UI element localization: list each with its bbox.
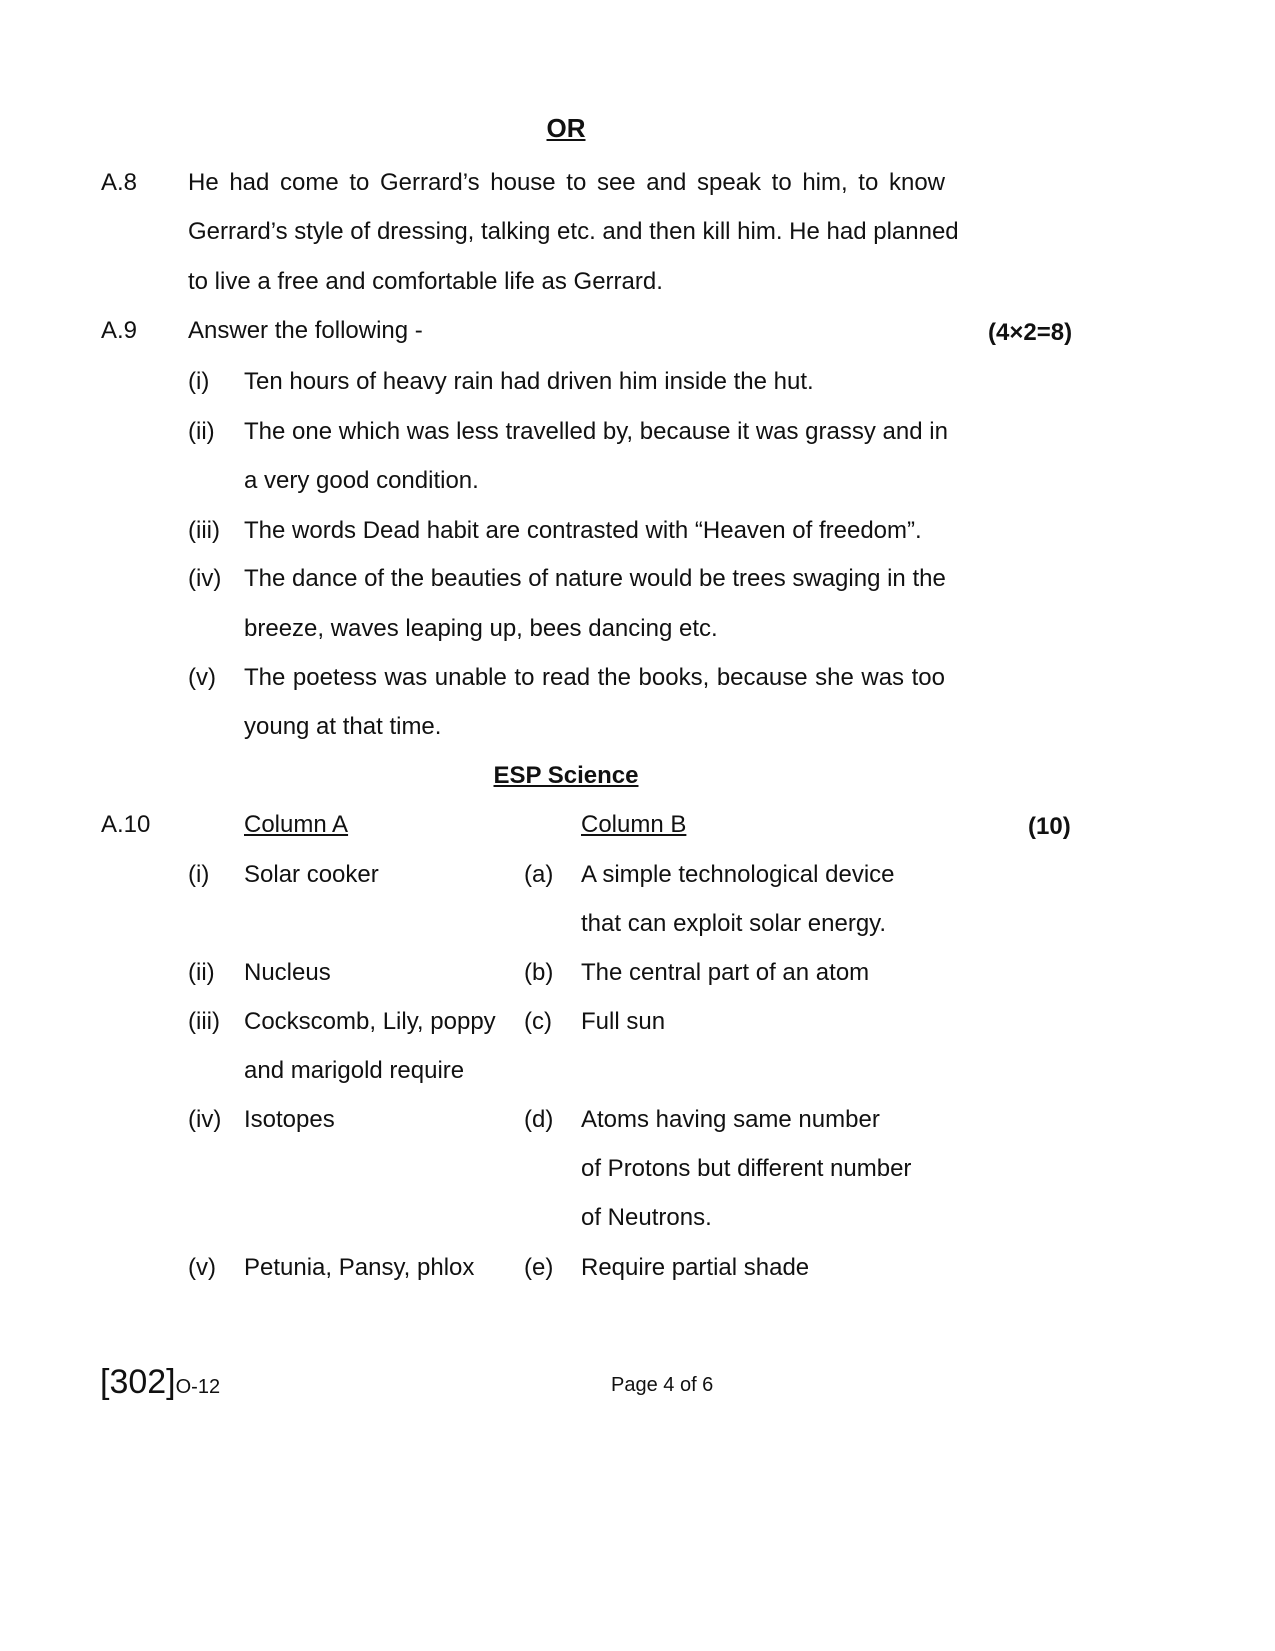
column-b-item: of Neutrons. bbox=[581, 1204, 712, 1231]
column-a-item: Cockscomb, Lily, poppy bbox=[244, 1008, 496, 1035]
column-a-item: Solar cooker bbox=[244, 861, 379, 888]
a9-prompt: Answer the following - bbox=[188, 317, 423, 344]
column-a-item: Petunia, Pansy, phlox bbox=[244, 1254, 475, 1281]
page-number: Page 4 of 6 bbox=[611, 1374, 714, 1396]
a9-item-num: (iii) bbox=[188, 517, 220, 544]
column-b-item: A simple technological device bbox=[581, 861, 895, 888]
column-b-item: of Protons but different number bbox=[581, 1155, 912, 1182]
column-a-item: and marigold require bbox=[244, 1057, 465, 1084]
or-heading: OR bbox=[546, 113, 586, 143]
column-b-item: Require partial shade bbox=[581, 1254, 810, 1281]
a8-line-1: He had come to Gerrard’s house to see and speak to him, to know bbox=[188, 169, 945, 196]
footer-code bbox=[100, 1362, 220, 1402]
match-row-num: (iv) bbox=[188, 1106, 222, 1133]
a10-marks: (10) bbox=[1028, 813, 1071, 840]
column-b-letter: (c) bbox=[524, 1008, 552, 1035]
column-b-letter: (a) bbox=[524, 861, 554, 888]
match-row-num: (i) bbox=[188, 861, 210, 888]
match-row-num: (v) bbox=[188, 1254, 216, 1281]
column-a-item: Isotopes bbox=[244, 1106, 335, 1133]
column-b-header: Column B bbox=[581, 811, 687, 838]
a9-item-text: young at that time. bbox=[244, 713, 442, 740]
question-label-a8: A.8 bbox=[101, 169, 138, 196]
a9-item-text: breeze, waves leaping up, bees dancing etc. bbox=[244, 615, 718, 642]
column-b-item: Atoms having same number bbox=[581, 1106, 880, 1133]
a9-item-text: The poetess was unable to read the books, because she was too bbox=[244, 664, 945, 691]
question-label-a9: A.9 bbox=[101, 317, 138, 344]
column-a-item: Nucleus bbox=[244, 959, 331, 986]
paper-sub-code: O-12 bbox=[175, 1376, 221, 1398]
paper-code: [302] bbox=[100, 1363, 176, 1401]
match-row-num: (iii) bbox=[188, 1008, 220, 1035]
a9-item-num: (i) bbox=[188, 368, 210, 395]
a9-item-text: The one which was less travelled by, because it was grassy and in bbox=[244, 418, 948, 445]
a9-marks: (4×2=8) bbox=[988, 319, 1073, 346]
esp-science-heading: ESP Science bbox=[493, 762, 639, 789]
column-b-item: Full sun bbox=[581, 1008, 666, 1035]
a9-item-text: Ten hours of heavy rain had driven him inside the hut. bbox=[244, 368, 814, 395]
a8-line-2: Gerrard’s style of dressing, talking etc. and then kill him. He had planned bbox=[188, 218, 959, 245]
a9-item-text: The words Dead habit are contrasted with “Heaven of freedom”. bbox=[244, 517, 922, 544]
match-row-num: (ii) bbox=[188, 959, 215, 986]
a9-item-num: (v) bbox=[188, 664, 216, 691]
column-a-header: Column A bbox=[244, 811, 349, 838]
column-b-letter: (d) bbox=[524, 1106, 554, 1133]
column-b-letter: (b) bbox=[524, 959, 554, 986]
a9-item-text: The dance of the beauties of nature would be trees swaging in the bbox=[244, 565, 946, 592]
a9-item-text: a very good condition. bbox=[244, 467, 479, 494]
question-label-a10: A.10 bbox=[101, 811, 151, 838]
column-b-item: that can exploit solar energy. bbox=[581, 910, 887, 937]
column-b-item: The central part of an atom bbox=[581, 959, 870, 986]
a8-line-3: to live a free and comfortable life as Gerrard. bbox=[188, 268, 663, 295]
a9-item-num: (ii) bbox=[188, 418, 215, 445]
a9-item-num: (iv) bbox=[188, 565, 222, 592]
column-b-letter: (e) bbox=[524, 1254, 554, 1281]
